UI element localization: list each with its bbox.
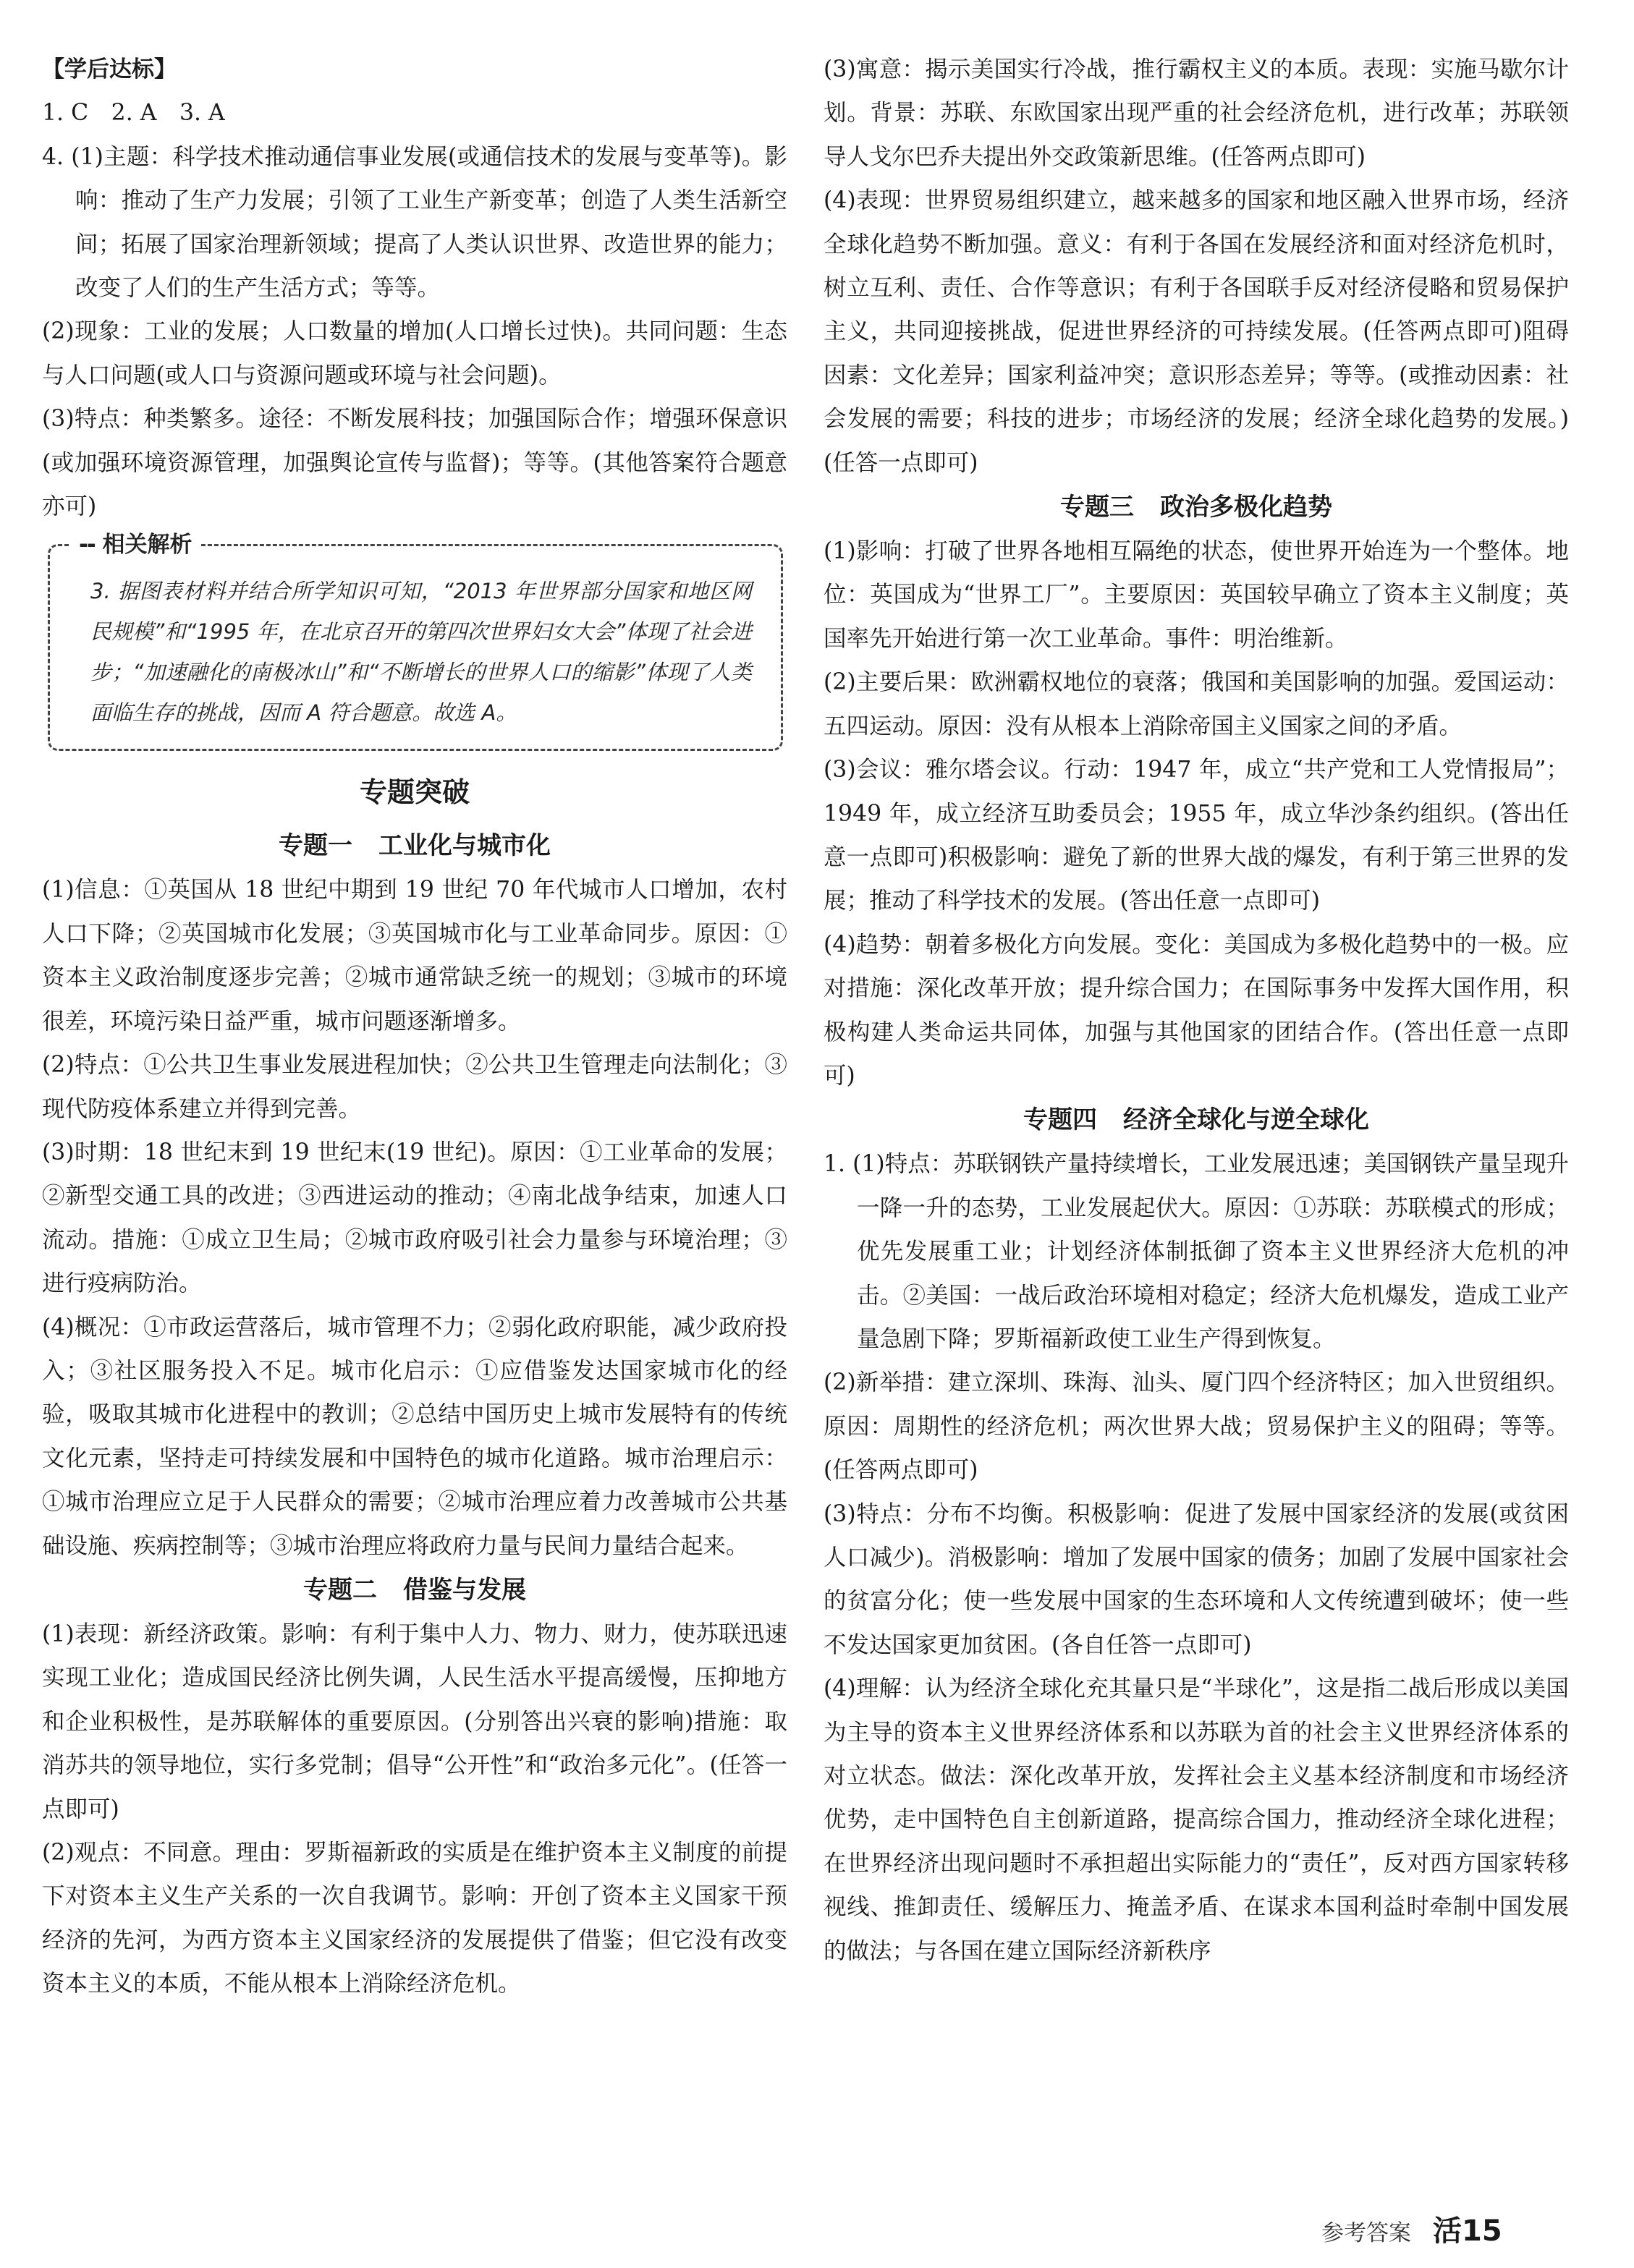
dash-decoration: -- [79,532,95,558]
page-footer [1321,2208,1502,2249]
analysis-box [48,532,783,751]
topic3-heading [824,485,1569,530]
analysis-text: 3. 据图表材料并结合所学知识可知，“2013 年世界部分国家和地区网民规模”和“1995 年，在北京召开的第四次世界妇女大会”体现了社会进步；“加速融化的南极冰山”和“不断增长的世界人口的缩影”体现了人类面临生存的挑战，因而 A 符合题意。故选 A。 [90,579,752,726]
q4-part2: (2)现象：工业的发展；人口数量的增加(人口增长过快)。共同问题：生态与人口问题(或人口与资源问题或环境与社会问题)。 [42,318,787,388]
right-column [824,48,1569,1973]
topic1-part3: (3)时期：18 世纪末到 19 世纪末(19 世纪)。原因：①工业革命的发展；②新型交通工具的改进；③西进运动的推动；④南北战争结束，加速人口流动。措施：①成立卫生局；②城市政府吸引社会力量参与环境治理；③进行疫病防治。 [42,1139,787,1297]
breakthrough-title: 专题突破 [359,776,470,809]
topic2-title: 借鉴与发展 [403,1575,526,1605]
topic1-label: 专题一 [279,831,352,861]
topic4-title: 经济全球化与逆全球化 [1123,1105,1369,1135]
analysis-title: 相关解析 [102,532,192,558]
left-column [42,48,787,2006]
analysis-box-title [70,530,201,559]
topic3-part1: (1)影响：打破了世界各地相互隔绝的状态，使世界开始连为一个整体。地位：英国成为“世界工厂”。主要原因：英国较早确立了资本主义制度；英国率先开始进行第一次工业革命。事件：明治维新。 [824,538,1569,652]
page-number: 活15 [1433,2214,1502,2248]
topic3-part2: (2)主要后果：欧洲霸权地位的衰落；俄国和美国影响的加强。爱国运动：五四运动。原因：没有从根本上消除帝国主义国家之间的矛盾。 [824,669,1569,739]
topic2-heading [42,1568,787,1613]
topic2-part3: (3)寓意：揭示美国实行冷战，推行霸权主义的本质。表现：实施马歇尔计划。背景：苏联、东欧国家出现严重的社会经济危机，进行改革；苏联领导人戈尔巴乔夫提出外交政策新思维。(任答两点即可) [824,56,1569,170]
topic1-part4: (4)概况：①市政运营落后，城市管理不力；②弱化政府职能，减少政府投入；③社区服务投入不足。城市化启示：①应借鉴发达国家城市化的经验，吸取其城市化进程中的教训；②总结中国历史上城市发展特有的传统文化元素，坚持走可持续发展和中国特色的城市化道路。城市治理启示：①城市治理应立足于人民群众的需要；②城市治理应着力改善城市公共基础设施、疾病控制等；③城市治理应将政府力量与民间力量结合起来。 [42,1314,787,1559]
answers-1-3: 1. C 2. A 3. A [42,100,225,127]
topic2-part4: (4)表现：世界贸易组织建立，越来越多的国家和地区融入世界市场，经济全球化趋势不断加强。意义：有利于各国在发展经济和面对经济危机时，树立互利、责任、合作等意识；有利于各国联手反对经济侵略和贸易保护主义，共同迎接挑战，促进世界经济的可持续发展。(任答两点即可)阻碍因素：文化差异；国家利益冲突；意识形态差异；等等。(或推动因素：社会发展的需要；科技的进步；市场经济的发展；经济全球化趋势的发展。)(任答一点即可) [824,187,1569,476]
topic2-part1: (1)表现：新经济政策。影响：有利于集中人力、物力、财力，使苏联迅速实现工业化；造成国民经济比例失调，人民生活水平提高缓慢，压抑地方和企业积极性，是苏联解体的重要原因。(分别答出兴衰的影响)措施：取消苏共的领导地位，实行多党制；倡导“公开性”和“政治多元化”。(任答一点即可) [42,1621,787,1822]
topic4-part1: 1. (1)特点：苏联钢铁产量持续增长，工业发展迅速；美国钢铁产量呈现升一降一升的态势，工业发展起伏大。原因：①苏联：苏联模式的形成；优先发展重工业；计划经济体制抵御了资本主义世界经济大危机的冲击。②美国：一战后政治环境相对稳定；经济大危机爆发，造成工业产量急剧下降；罗斯福新政使工业生产得到恢复。 [824,1151,1569,1352]
topic3-part3: (3)会议：雅尔塔会议。行动：1947 年，成立“共产党和工人党情报局”；1949 年，成立经济互助委员会；1955 年，成立华沙条约组织。(答出任意一点即可)积极影响：避免了新的世界大战的爆发，有利于第三世界的发展；推动了科学技术的发展。(答出任意一点即可) [824,757,1569,914]
q4-part1: 4. (1)主题：科学技术推动通信事业发展(或通信技术的发展与变革等)。影响：推动了生产力发展；引领了工业生产新变革；创造了人类生活新空间；拓展了国家治理新领域；提高了人类认识世界、改造世界的能力；改变了人们的生产生活方式；等等。 [42,143,787,302]
topic1-title: 工业化与城市化 [378,831,551,861]
topic2-part2: (2)观点：不同意。理由：罗斯福新政的实质是在维护资本主义制度的前提下对资本主义生产关系的一次自我调节。影响：开创了资本主义国家干预经济的先河，为西方资本主义国家经济的发展提供了借鉴；但它没有改变资本主义的本质，不能从根本上消除经济危机。 [42,1840,787,1997]
topic3-label: 专题三 [1060,493,1134,522]
section-tag: 【学后达标】 [42,56,177,82]
topic4-heading [824,1097,1569,1142]
topic1-part2: (2)特点：①公共卫生事业发展进程加快；②公共卫生管理走向法制化；③现代防疫体系建立并得到完善。 [42,1052,787,1122]
topic3-title: 政治多极化趋势 [1160,493,1332,522]
footer-label: 参考答案 [1321,2220,1411,2246]
topic1-heading [42,823,787,868]
topic1-part1: (1)信息：①英国从 18 世纪中期到 19 世纪 70 年代城市人口增加，农村人口下降；②英国城市化发展；③英国城市化与工业革命同步。原因：①资本主义政治制度逐步完善；②城市通常缺乏统一的规划；③城市的环境很差，环境污染日益严重，城市问题逐渐增多。 [42,877,787,1035]
topic4-part4: (4)理解：认为经济全球化充其量只是“半球化”，这是指二战后形成以美国为主导的资本主义世界经济体系和以苏联为首的社会主义世界经济体系的对立状态。做法：深化改革开放，发挥社会主义基本经济制度和市场经济优势，走中国特色自主创新道路，提高综合国力，推动经济全球化进程；在世界经济出现问题时不承担超出实际能力的“责任”，反对西方国家转移视线、推卸责任、缓解压力、掩盖矛盾、在谋求本国利益时牵制中国发展的做法；与各国在建立国际经济新秩序 [824,1675,1569,1964]
topic4-part2: (2)新举措：建立深圳、珠海、汕头、厦门四个经济特区；加入世贸组织。原因：周期性的经济危机；两次世界大战；贸易保护主义的阻碍；等等。(任答两点即可) [824,1369,1569,1484]
topic4-part3: (3)特点：分布不均衡。积极影响：促进了发展中国家经济的发展(或贫困人口减少)。消极影响：增加了发展中国家的债务；加剧了发展中国家社会的贫富分化；使一些发展中国家的生态环境和人文传统遭到破坏；使一些不发达国家更加贫困。(各自任答一点即可) [824,1500,1569,1658]
topic4-label: 专题四 [1023,1105,1097,1135]
topic3-part4: (4)趋势：朝着多极化方向发展。变化：美国成为多极化趋势中的一极。应对措施：深化改革开放；提升综合国力；在国际事务中发挥大国作用，积极构建人类命运共同体，加强与其他国家的团结合作。(答出任意一点即可) [824,931,1569,1089]
topic2-label: 专题二 [303,1575,377,1605]
q4-part3: (3)特点：种类繁多。途径：不断发展科技；加强国际合作；增强环保意识(或加强环境资源管理，加强舆论宣传与监督)；等等。(其他答案符合题意亦可) [42,406,787,520]
